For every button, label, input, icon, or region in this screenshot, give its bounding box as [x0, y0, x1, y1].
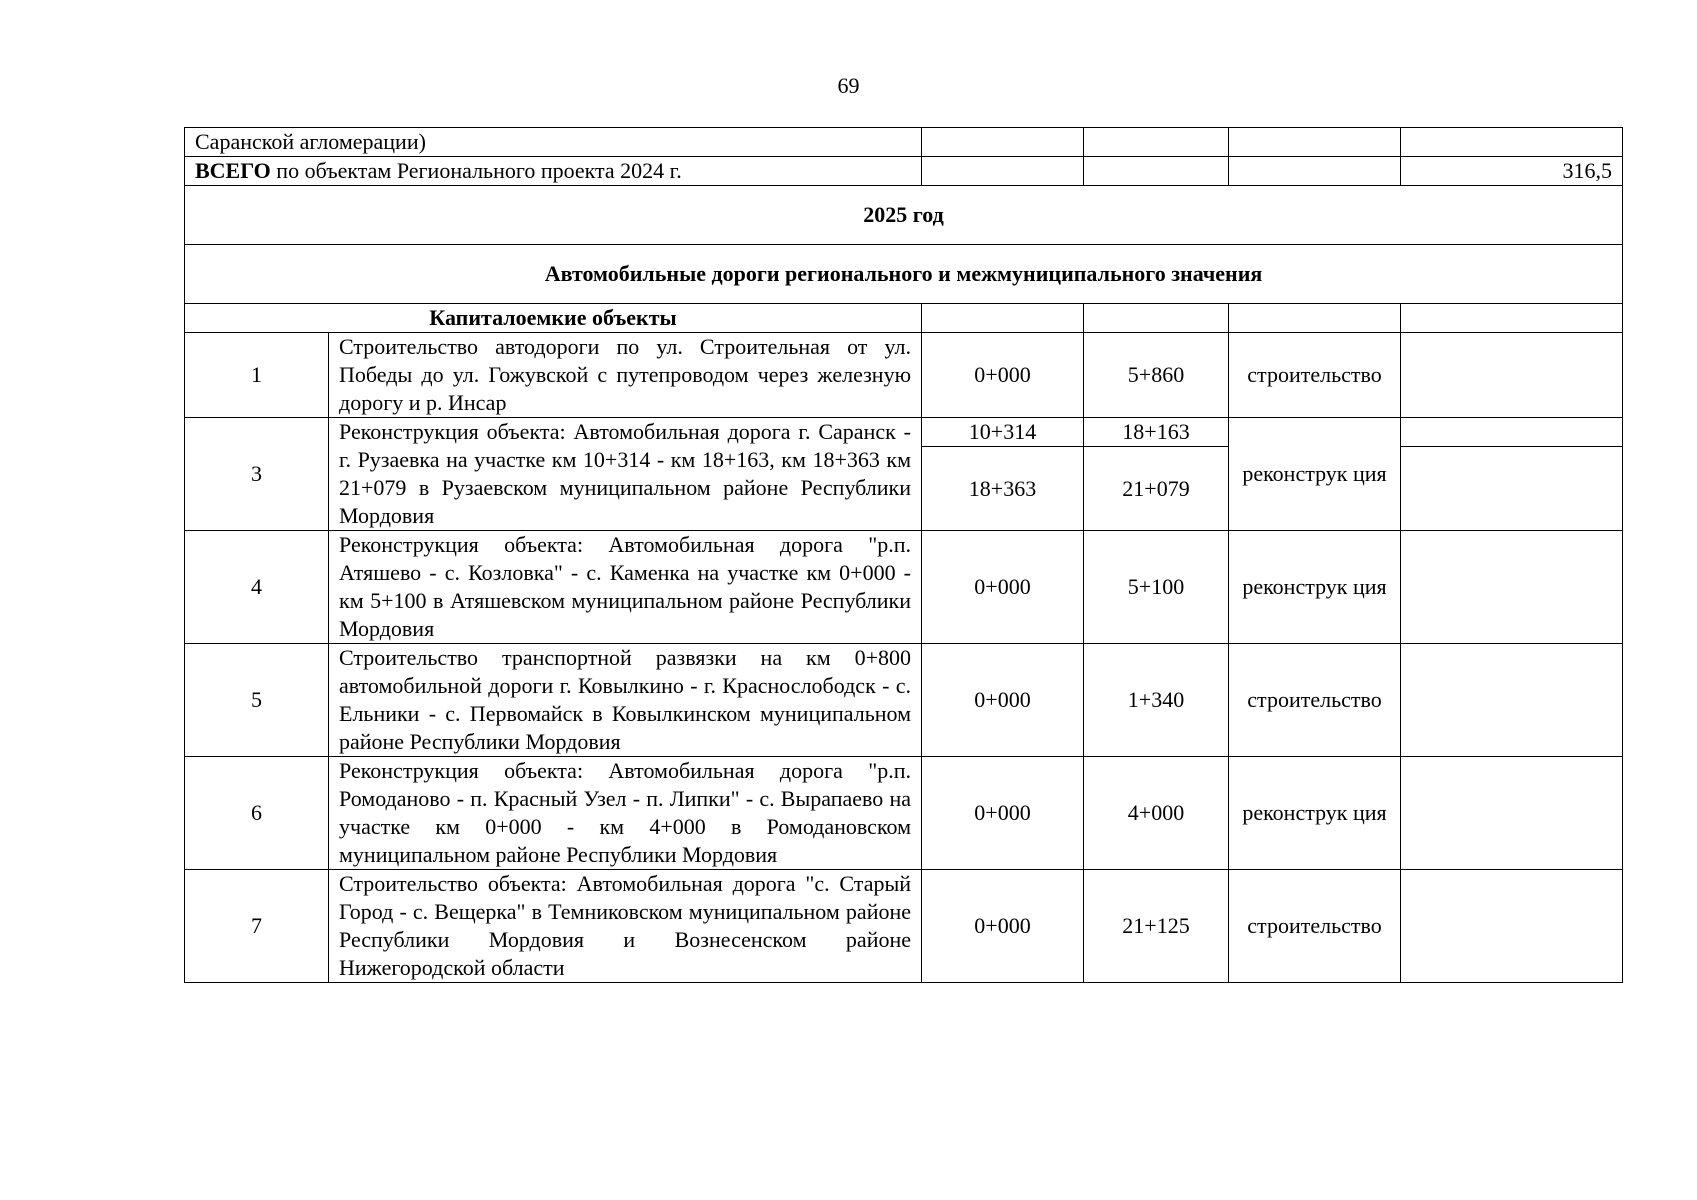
row-number: 3 — [185, 418, 329, 531]
row-number: 1 — [185, 333, 329, 418]
row-number: 4 — [185, 531, 329, 644]
object-name: Реконструкция объекта: Автомобильная дорога г. Саранск - г. Рузаевка на участке км 10+314 - км 18+163, км 18+363 км 21+079 в Рузаевском муниципальном районе Республики Мордовия — [329, 418, 922, 531]
table-row — [185, 531, 1623, 644]
total-label-bold: ВСЕГО — [195, 158, 271, 183]
carry-over-row — [185, 128, 1623, 157]
year-header-row — [185, 186, 1623, 245]
subsection-header-row — [185, 304, 1623, 333]
km-start: 0+000 — [922, 870, 1084, 983]
section-header: Автомобильные дороги регионального и межмуниципального значения — [185, 245, 1623, 304]
work-type: реконструк ция — [1229, 418, 1401, 531]
table-row — [185, 757, 1623, 870]
object-name: Реконструкция объекта: Автомобильная дорога "р.п. Ромоданово - п. Красный Узел - п. Липки" - с. Вырапаево на участке км 0+000 - км 4+000 в Ромодановском муниципальном районе Республики Мордовия — [329, 757, 922, 870]
work-type: строительство — [1229, 644, 1401, 757]
row-number: 6 — [185, 757, 329, 870]
page-number: 69 — [837, 73, 860, 98]
km-end: 5+100 — [1084, 531, 1229, 644]
km-start: 10+314 — [922, 418, 1084, 447]
work-type: реконструк ция — [1229, 757, 1401, 870]
total-value: 316,5 — [1401, 157, 1623, 186]
object-name: Реконструкция объекта: Автомобильная дорога "р.п. Атяшево - с. Козловка" - с. Каменка на участке км 0+000 - км 5+100 в Атяшевском муниципальном районе Республики Мордовия — [329, 531, 922, 644]
subsection-header: Капиталоемкие объекты — [185, 304, 922, 333]
object-name: Строительство объекта: Автомобильная дорога "с. Старый Город - с. Вещерка" в Темниковском муниципальном районе Республики Мордовия и Вознесенском районе Нижегородской области — [329, 870, 922, 983]
table-row — [185, 644, 1623, 757]
row-number: 5 — [185, 644, 329, 757]
table-row — [185, 418, 1623, 447]
table-row — [185, 870, 1623, 983]
km-end: 21+125 — [1084, 870, 1229, 983]
objects-table — [184, 127, 1623, 983]
work-type: строительство — [1229, 870, 1401, 983]
section-header-row — [185, 245, 1623, 304]
carry-over-text: Саранской агломерации) — [185, 128, 922, 157]
total-label-text: по объектам Регионального проекта 2024 г. — [270, 158, 682, 183]
km-start-2: 18+363 — [922, 447, 1084, 531]
object-name: Строительство автодороги по ул. Строительная от ул. Победы до ул. Гожувской с путепроводом через железную дорогу и р. Инсар — [329, 333, 922, 418]
work-type: реконструк ция — [1229, 531, 1401, 644]
km-start: 0+000 — [922, 757, 1084, 870]
work-type: строительство — [1229, 333, 1401, 418]
km-end: 1+340 — [1084, 644, 1229, 757]
total-label — [185, 157, 922, 186]
km-start: 0+000 — [922, 531, 1084, 644]
km-start: 0+000 — [922, 644, 1084, 757]
km-end: 5+860 — [1084, 333, 1229, 418]
km-end: 4+000 — [1084, 757, 1229, 870]
km-start: 0+000 — [922, 333, 1084, 418]
object-name: Строительство транспортной развязки на км 0+800 автомобильной дороги г. Ковылкино - г. Краснослободск - с. Ельники - с. Первомайск в Ковылкинском муниципальном районе Республики Мордовия — [329, 644, 922, 757]
km-end: 18+163 — [1084, 418, 1229, 447]
row-number: 7 — [185, 870, 329, 983]
km-end-2: 21+079 — [1084, 447, 1229, 531]
total-row — [185, 157, 1623, 186]
table-row — [185, 333, 1623, 418]
year-header: 2025 год — [185, 186, 1623, 245]
